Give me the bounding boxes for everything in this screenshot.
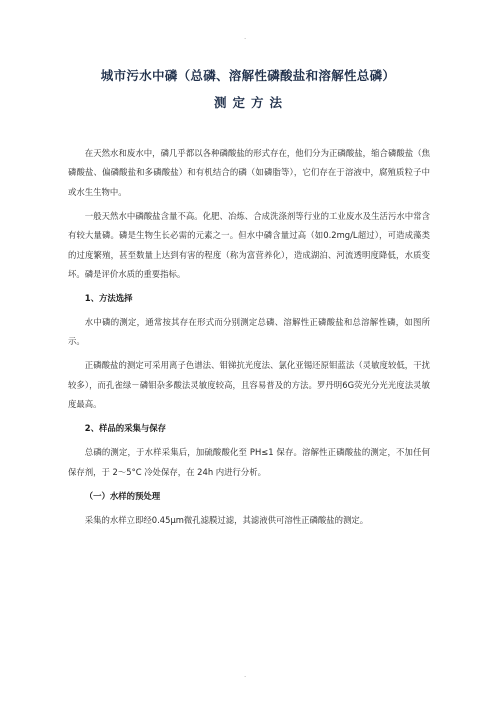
document-body: [68, 144, 430, 535]
paragraph-sampling: 总磷的测定，于水样采集后，加硫酸酸化至 PH≤1 保存。溶解性正磷酸盐的测定，不加任何保存剂，于 2～5°C 冷处保存，在 24h 内进行分析。: [68, 447, 430, 477]
document-subtitle: 测定方法: [213, 95, 288, 110]
paragraph-orthophosphate-methods: 正磷酸盐的测定可采用离子色谱法、钼锑抗光度法、氯化亚锡还原钼蓝法（灵敏度较低，干扰较多），而孔雀绿－磷钼杂多酸法灵敏度较高，且容易普及的方法。罗丹明6G荧光分光光度法灵敏度最高。: [68, 360, 430, 410]
paragraph-measurement: 水中磷的测定，通常按其存在形式而分别测定总磷、溶解性正磷酸盐和总溶解性磷，如图所示。: [68, 317, 430, 347]
paragraph-intro: 在天然水和废水中，磷几乎都以各种磷酸盐的形式存在，他们分为正磷酸盐，缩合磷酸盐（焦磷酸盐、偏磷酸盐和多磷酸盐）和有机结合的磷（如磷脂等），它们存在于溶液中，腐殖质粒子中或水生生物中。: [68, 148, 430, 197]
section-heading-pretreatment: （一）水样的预处理: [84, 490, 161, 501]
top-dot-mark: .: [244, 33, 247, 41]
paragraph-phosphate-content: 一般天然水中磷酸盐含量不高。化肥、冶炼、合成洗涤剂等行业的工业废水及生活污水中常含有较大量磷。磷是生物生长必需的元素之一。但水中磷含量过高（如0.2mg/L超过），可造成藻类的过度繁殖，甚至数量上达到有害的程度（称为富营养化），造成湖泊、河流透明度降低，水质变坏。磷是评价水质的重要指标。: [68, 210, 430, 280]
paragraph-pretreatment: 采集的水样立即经0.45μm微孔滤膜过滤，其滤液供可溶性正磷酸盐的测定。: [84, 514, 369, 525]
section-heading-method-selection: 1、方法选择: [84, 293, 133, 304]
bottom-dot-mark: .: [244, 671, 247, 679]
section-heading-sampling: 2、样品的采集与保存: [84, 423, 166, 434]
document-title: 城市污水中磷（总磷、溶解性磷酸盐和溶解性总磷）: [100, 68, 396, 83]
